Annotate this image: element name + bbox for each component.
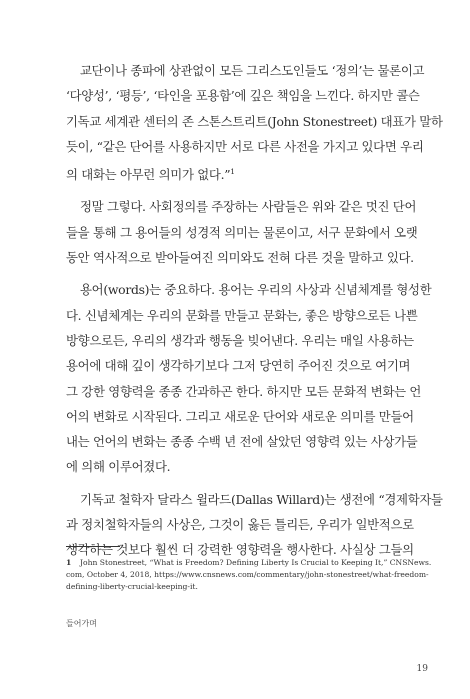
footnote-reference[interactable]: 1 bbox=[230, 167, 236, 177]
text-line: 생각하는 것보다 훨씬 더 강력한 영향력을 행사한다. 사실상 그들의 bbox=[66, 542, 414, 558]
footnote bbox=[66, 557, 432, 594]
text-line: 방향으로든, 우리의 생각과 행동을 빚어낸다. 우리는 매일 사용하는 bbox=[66, 332, 414, 348]
text-line bbox=[66, 159, 422, 187]
footnote-line bbox=[66, 557, 432, 569]
footnote-line: com, October 4, 2018, https://www.cnsnews.com/commentary/john-stonestreet/what-freedom- bbox=[66, 570, 429, 580]
footnote-number: 1 bbox=[66, 558, 72, 567]
text-line-content: 의 대화는 아무런 의미가 없다.” bbox=[66, 167, 231, 183]
text-line: 들을 통해 그 용어들의 성경적 의미는 물론이고, 서구 문화에서 오랫 bbox=[66, 224, 418, 240]
text-line: 기독교 철학자 달라스 윌라드(Dallas Willard)는 생전에 “경제학자들 bbox=[80, 491, 443, 507]
paragraph-1 bbox=[66, 58, 443, 187]
footnote-line: defining-liberty-crucial-keeping-it. bbox=[66, 582, 198, 592]
text-line: 에 의해 이루어졌다. bbox=[66, 459, 171, 475]
text-line: 교단이나 종파에 상관없이 모든 그리스도인들도 ‘정의’는 물론이고 bbox=[80, 63, 425, 78]
text-line: 어의 변화로 시작된다. 그리고 새로운 단어와 새로운 의미를 만들어 bbox=[66, 408, 414, 424]
text-line: 정말 그렇다. 사회정의를 주장하는 사람들은 위와 같은 멋진 단어 bbox=[80, 199, 417, 215]
text-line: 듯이, “같은 단어를 사용하지만 서로 다른 사전을 가지고 있다면 우리 bbox=[66, 138, 424, 154]
paragraph-2 bbox=[66, 194, 422, 270]
text-line: 동안 역사적으로 받아들여진 의미와도 전혀 다른 것을 말하고 있다. bbox=[66, 250, 414, 266]
text-line: 그 강한 영향력을 종종 간과하곤 한다. 하지만 모든 문화적 변화는 언 bbox=[66, 383, 422, 399]
footnote-text: John Stonestreet, “What is Freedom? Defining Liberty Is Crucial to Keeping It,” CNSNews. bbox=[80, 558, 432, 567]
footnote-divider bbox=[66, 546, 120, 547]
text-line: 내는 언어의 변화는 종종 수백 년 전에 살았던 영향력 있는 사상가들 bbox=[66, 434, 418, 450]
text-line: 용어에 대해 깊이 생각하기보다 그저 당연히 주어진 것으로 여기며 bbox=[66, 358, 411, 374]
text-line: 다. 신념체계는 우리의 문화를 만들고 문화는, 좋은 방향으로든 나쁜 bbox=[66, 307, 418, 323]
text-line: 과 정치철학자들의 사상은, 그것이 옳든 틀리든, 우리가 일반적으로 bbox=[66, 517, 414, 533]
paragraph-3 bbox=[66, 277, 432, 479]
running-foot: 들어가며 bbox=[66, 619, 97, 628]
text-line: 용어(words)는 중요하다. 용어는 우리의 사상과 신념체계를 형성한 bbox=[80, 282, 432, 298]
body-text bbox=[66, 58, 443, 570]
page-number: 19 bbox=[416, 664, 428, 674]
text-line: ‘다양성’, ‘평등’, ‘타인을 포용함’에 깊은 책임을 느낀다. 하지만 콜슨 bbox=[66, 88, 420, 104]
paragraph-4 bbox=[66, 487, 443, 563]
text-line: 기독교 세계관 센터의 존 스톤스트리트(John Stonestreet) 대표가 말하 bbox=[66, 113, 443, 129]
